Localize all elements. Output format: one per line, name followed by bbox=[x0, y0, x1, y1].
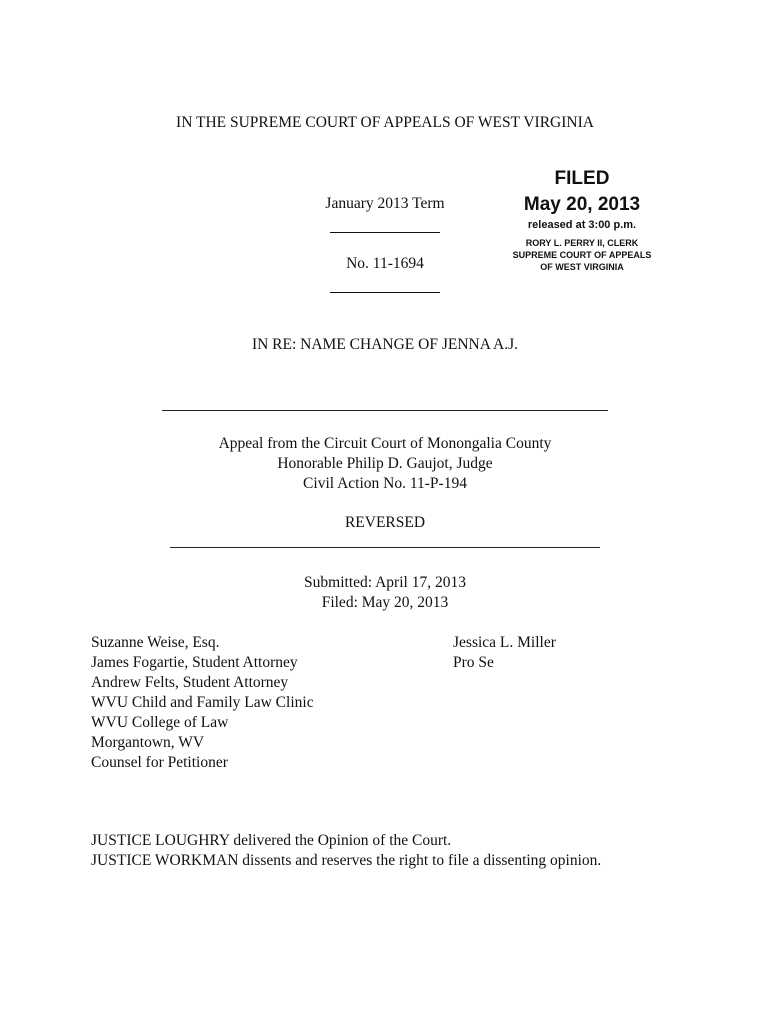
filed-date: Filed: May 20, 2013 bbox=[321, 594, 449, 611]
dissent-note: JUSTICE WORKMAN dissents and reserves the right to file a dissenting opinion. bbox=[91, 852, 602, 869]
stamp-clerk-line: SUPREME COURT OF APPEALS bbox=[512, 250, 652, 260]
respondent-line: Jessica L. Miller bbox=[453, 634, 556, 651]
stamp-clerk-line: RORY L. PERRY II, CLERK bbox=[525, 238, 639, 248]
appeal-info bbox=[0, 434, 770, 494]
stamp-clerk bbox=[494, 237, 670, 273]
counsel-for-petitioner bbox=[91, 633, 314, 773]
stamp-release: released at 3:00 p.m. bbox=[527, 219, 637, 231]
counsel-line: WVU Child and Family Law Clinic bbox=[91, 694, 314, 711]
counsel-line: Counsel for Petitioner bbox=[91, 754, 228, 771]
court-title: IN THE SUPREME COURT OF APPEALS OF WEST VIRGINIA bbox=[176, 114, 594, 131]
counsel-line: WVU College of Law bbox=[91, 714, 229, 731]
caption-divider bbox=[162, 410, 608, 411]
term: January 2013 Term bbox=[325, 195, 445, 212]
submitted-date: Submitted: April 17, 2013 bbox=[304, 574, 466, 591]
opinion-notes bbox=[91, 831, 601, 871]
case-caption: IN RE: NAME CHANGE OF JENNA A.J. bbox=[251, 336, 519, 353]
counsel-line: Andrew Felts, Student Attorney bbox=[91, 674, 289, 691]
counsel-line: Suzanne Weise, Esq. bbox=[91, 634, 220, 651]
respondent bbox=[453, 633, 556, 673]
stamp-date: May 20, 2013 bbox=[523, 194, 641, 215]
appeal-civil-action: Civil Action No. 11-P-194 bbox=[303, 475, 467, 492]
stamp-clerk-line: OF WEST VIRGINIA bbox=[540, 262, 624, 272]
counsel-line: James Fogartie, Student Attorney bbox=[91, 654, 298, 671]
opinion-author: JUSTICE LOUGHRY delivered the Opinion of the Court. bbox=[91, 832, 452, 849]
docket-number: No. 11-1694 bbox=[346, 255, 424, 272]
disposition: REVERSED bbox=[344, 514, 426, 531]
disposition-divider bbox=[170, 547, 600, 548]
case-dates bbox=[0, 573, 770, 613]
appeal-judge: Honorable Philip D. Gaujot, Judge bbox=[277, 455, 493, 472]
docket-rule bbox=[330, 292, 440, 293]
stamp-filed: FILED bbox=[554, 168, 610, 189]
respondent-line: Pro Se bbox=[453, 654, 494, 671]
appeal-court: Appeal from the Circuit Court of Monongalia County bbox=[218, 435, 552, 452]
term-rule bbox=[330, 232, 440, 233]
counsel-line: Morgantown, WV bbox=[91, 734, 205, 751]
